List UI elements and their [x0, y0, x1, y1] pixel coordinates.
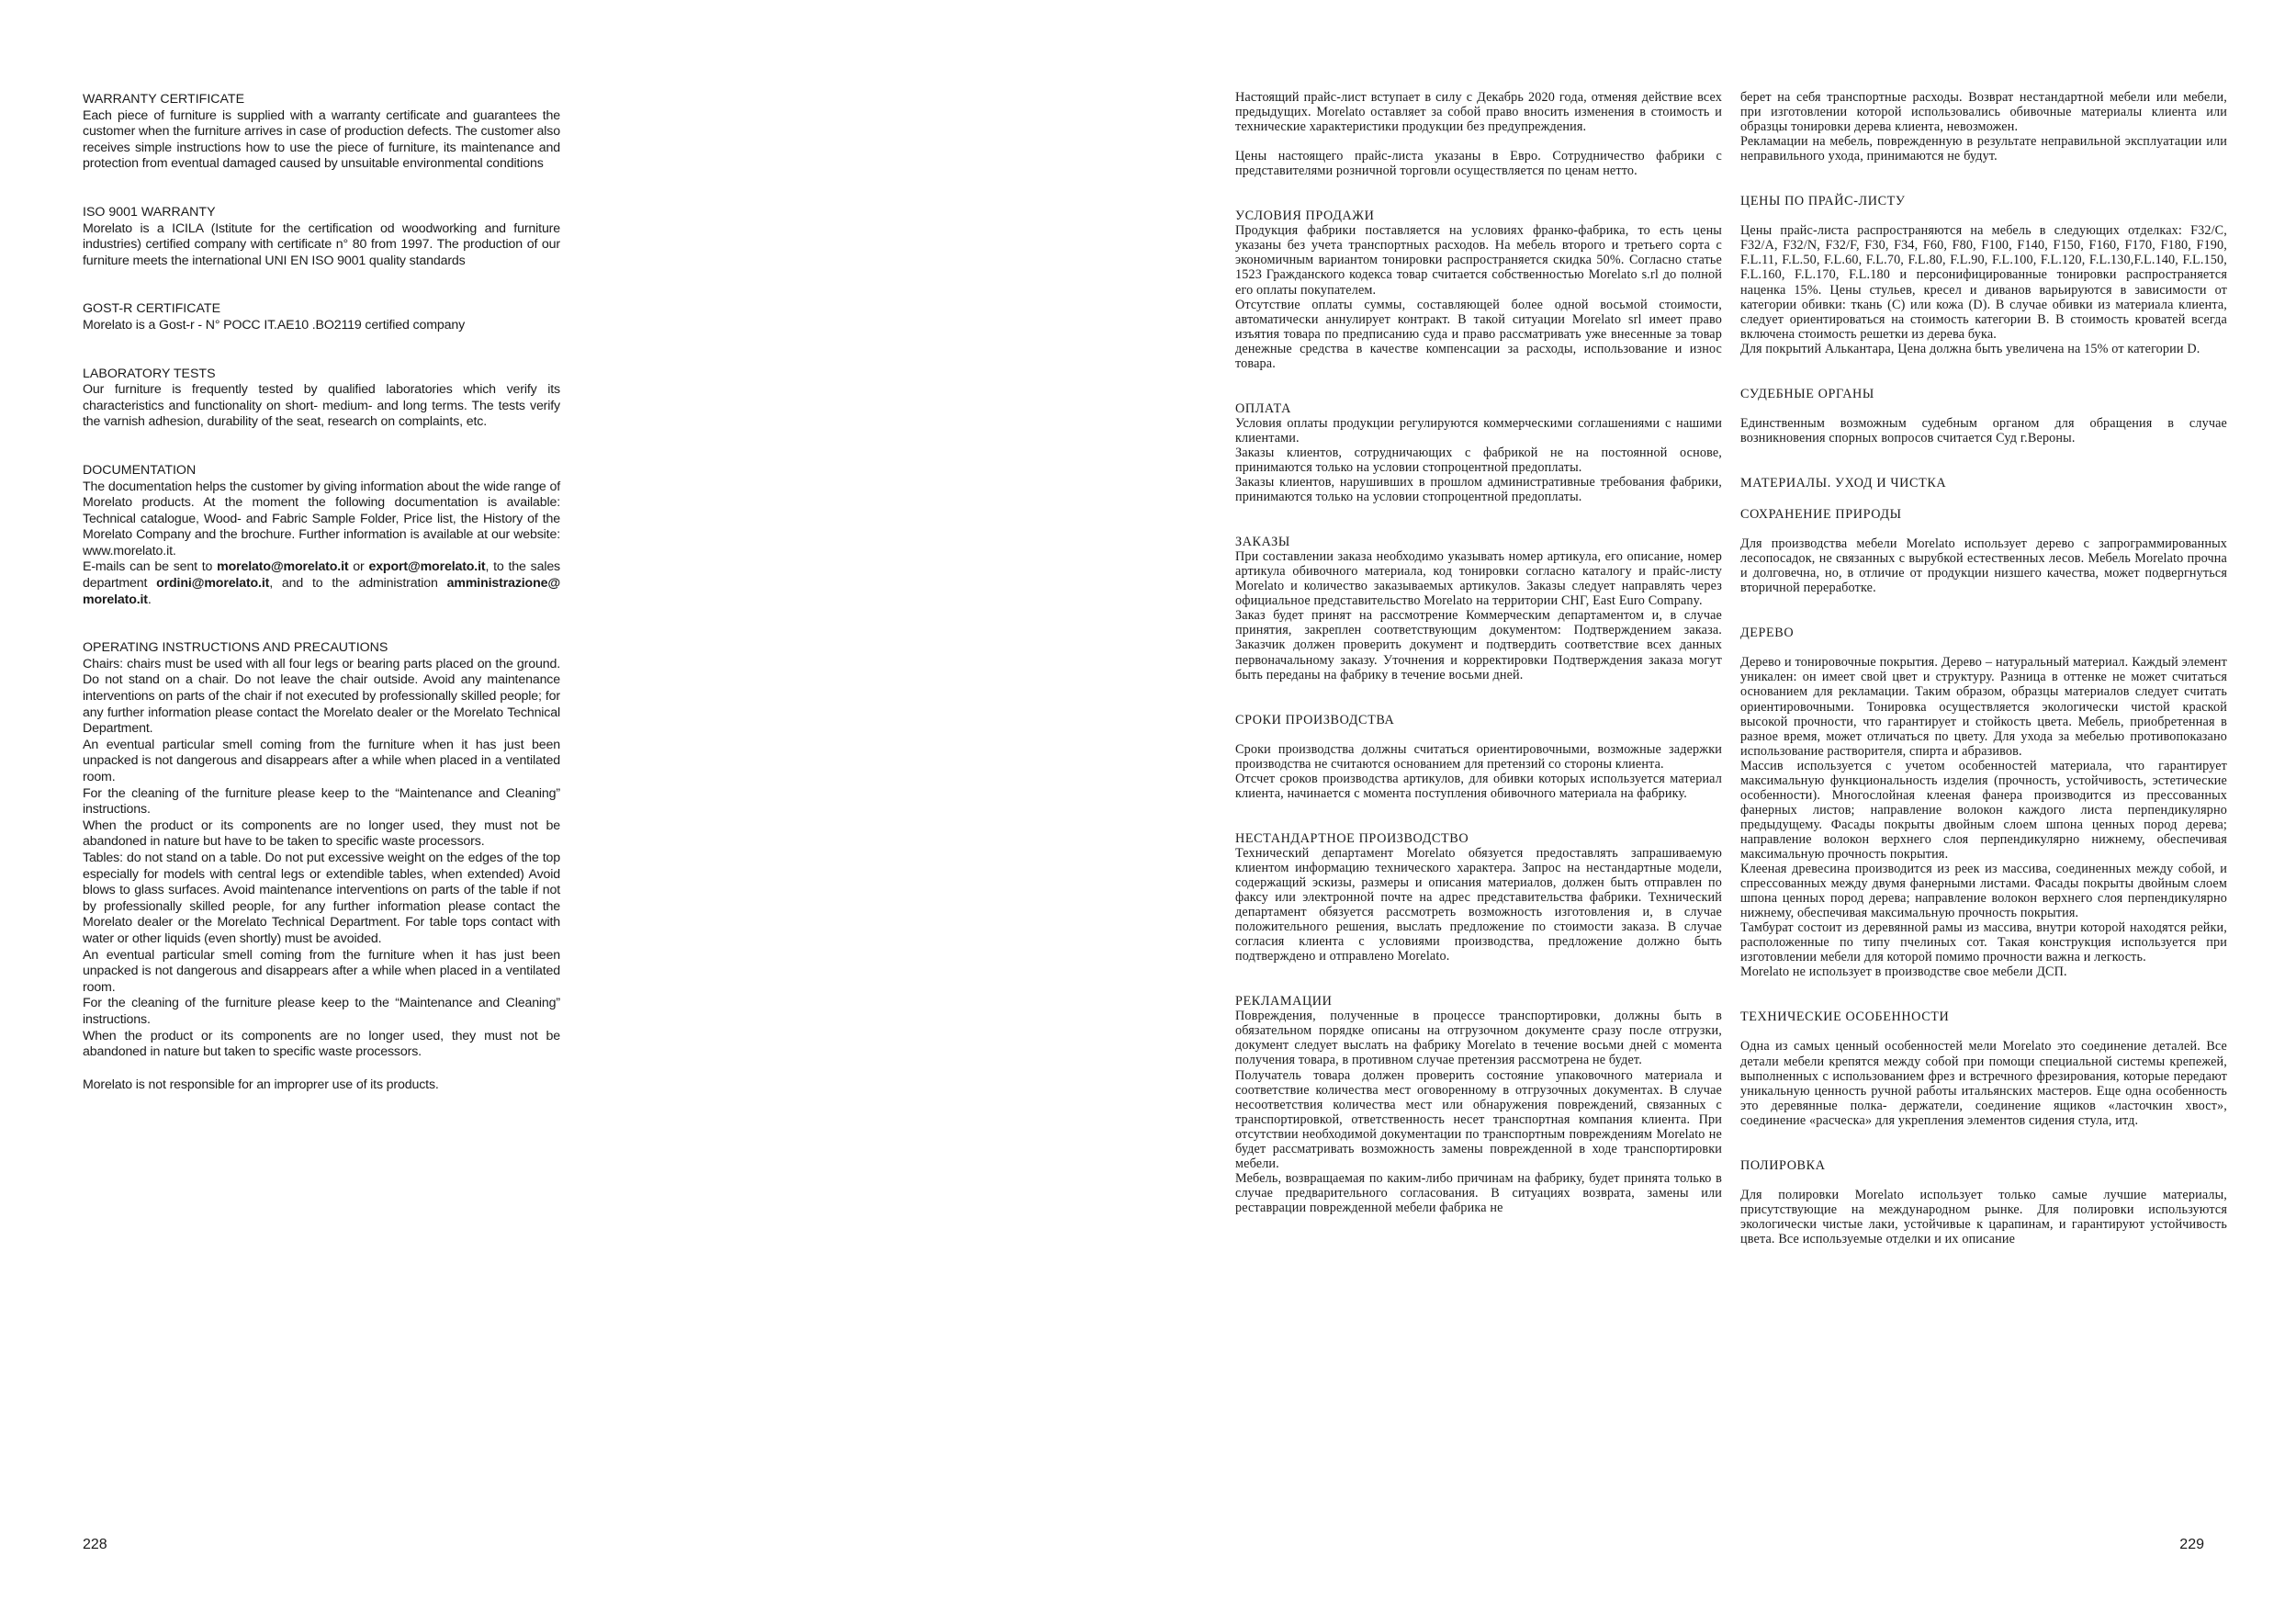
- paragraph-spacer: [1740, 1024, 2227, 1039]
- paragraph: Сроки производства должны считаться ориентировочными, возможные задержки производства не считаются основанием для претензий со стороны клиента.: [1235, 741, 1722, 772]
- paragraph: Мебель, возвращаемая по каким-либо причинам на фабрику, будет принята только в случае предварительного согласования. В ситуациях возврата, замены или реставрации поврежденной мебели фабрика не: [1235, 1170, 1722, 1215]
- paragraph: Tables: do not stand on a table. Do not put excessive weight on the edges of the top especially for models with central legs or extendible tables, when extended) Avoid blows to glass surfaces. Avoid maintenance interventions on parts of the table if not by professionally skilled people, for any further information please contact the Morelato dealer or the Morelato Technical Department. For table tops contact with water or other liquids (even shortly) must be avoided.: [83, 850, 560, 946]
- section-title: ОПЛАТА: [1235, 400, 1291, 416]
- section-title: GOST-R CERTIFICATE: [83, 301, 221, 317]
- paragraph-spacer: [1740, 522, 2227, 536]
- english-text-column: [83, 92, 560, 1093]
- emails-paragraph: [83, 559, 560, 608]
- paragraph-spacer: [1740, 1173, 2227, 1188]
- paragraph-spacer: [1740, 401, 2227, 416]
- paragraph: Morelato is a Gost-r - N° POCC IT.AE10 .BO2119 certified company: [83, 317, 466, 333]
- paragraph: Тамбурат состоит из деревянной рамы из массива, внутри которой находятся рейки, расположенные по типу пчелиных сот. Такая конструкция используется при изготовлении мебели для которой помимо прочности важна и легкость.: [1740, 920, 2227, 965]
- email-link-orders[interactable]: ordini@morelato.it: [156, 576, 270, 592]
- section-title: WARRANTY CERTIFICATE: [83, 92, 245, 107]
- paragraph: Продукция фабрики поставляется на условиях франко-фабрика, то есть цены указаны без учета транспортных расходов. На мебель второго и третьего сорта с экономичным вариантом тонировки распространяется скидка 50%. Согласно статье 1523 Гражданского кодекса товар считается собственностью Morelato s.rl до полной его оплаты покупателем.: [1235, 223, 1722, 298]
- paragraph: When the product or its components are no longer used, they must not be abandoned in nature but have to be taken to specific waste processors.: [83, 818, 560, 850]
- paragraph: Цены настоящего прайс-листа указаны в Евро. Сотрудничество фабрики с представителями розничной торговли осуществляется по ценам нетто.: [1235, 149, 1722, 179]
- paragraph: Заказы клиентов, нарушивших в прошлом административные требования фабрики, принимаются только на условии стопроцентной предоплаты.: [1235, 475, 1722, 505]
- ru-section: [1235, 535, 1722, 682]
- section-title: НЕСТАНДАРТНОЕ ПРОИЗВОДСТВО: [1235, 830, 1469, 846]
- paragraph: Отсутствие оплаты суммы, составляющей более одной восьмой стоимости, автоматически аннулирует контракт. В такой ситуации Morelato srl имеет право изъятия товара по предписанию суда и право рассматривать уже внесенные за товар денежные средства в качестве компенсации за расходы, использование и износ товара.: [1235, 297, 1722, 371]
- paragraph: Our furniture is frequently tested by qualified laboratories which verify its characteristics and functionality on short- medium- and long terms. The tests verify the varnish adhesion, durability of the seat, research on complaints, etc.: [83, 382, 560, 430]
- disclaimer-section: [83, 1077, 560, 1094]
- section-title: УСЛОВИЯ ПРОДАЖИ: [1235, 209, 1375, 224]
- section-title: ПОЛИРОВКА: [1740, 1157, 1826, 1173]
- section-title: СРОКИ ПРОИЗВОДСТВА: [1235, 712, 1395, 727]
- text: .: [147, 592, 152, 607]
- iso-section: [83, 205, 560, 269]
- paragraph-spacer: [1235, 727, 1722, 742]
- paragraph: Заказ будет принят на рассмотрение Коммерческим департаментом и, в случае принятия, закреплен соответствующим документом: Подтверждением заказа. Заказчик должен проверить документ и подтвердить соответствие всех данных первоначальному заказу. Уточнения и корректировки Подтверждения заказа могут быть переданы на фабрику в течение восьми дней.: [1235, 608, 1722, 682]
- paragraph: For the cleaning of the furniture please keep to the “Maintenance and Cleaning” instructions.: [83, 996, 560, 1027]
- ru-section: [1235, 209, 1722, 371]
- paragraph: Условия оплаты продукции регулируются коммерческими соглашениями с нашими клиентами.: [1235, 415, 1722, 445]
- paragraph-spacer: [1740, 640, 2227, 655]
- gost-section: [83, 301, 560, 333]
- paragraph: Дерево и тонировочные покрытия. Дерево – натуральный материал. Каждый элемент уникален: он имеет свой цвет и структуру. Разница в оттенке не может считаться основанием для рекламации. Таким образом, образцы материалов следует считать ориентировочными. Тонировка осуществляется экологически чистой краской высокой прочности, что гарантирует и стойкость цвета. Мебель, приобретенная в разное время, может отличаться по цвету. Для ухода за мебелью противопоказано использование растворителя, спирта и абразивов.: [1740, 655, 2227, 759]
- section-title: ДЕРЕВО: [1740, 626, 1795, 641]
- operating-instructions-section: [83, 640, 560, 1060]
- section-title: ТЕХНИЧЕСКИЕ ОСОБЕННОСТИ: [1740, 1009, 1950, 1025]
- paragraph: берет на себя транспортные расходы. Возврат нестандартной мебели или мебели, при изготовлении которой использовались обивочные материалы клиента или образцы тонировки дерева клиента, невозможен.: [1740, 90, 2227, 135]
- paragraph: При составлении заказа необходимо указывать номер артикула, его описание, номер артикула обивочного материала, код тонировки согласно каталогу и прайс-листу Morelato и количество заказываемых артикулов. Заказы следует направлять через официальное представительство Morelato на территории СНГ, East Euro Company.: [1235, 549, 1722, 609]
- section-title: СОХРАНЕНИЕ ПРИРОДЫ: [1740, 506, 1902, 522]
- ru-section: [1235, 90, 1722, 178]
- text: , to the sales department: [83, 559, 560, 592]
- paragraph: Одна из самых ценный особенностей мели Morelato это соединение деталей. Все детали мебели крепятся между собой при помощи специальной системы крепежей, выполненных с использованием фрез и встречного фрезирования, которые передают уникальную ценность ручной работы итальянских мастеров. Еще одна особенность это деревянные полка- держатели, соединение ящиков «ласточкин хвост», соединение «расческа» для укрепления элементов сидения стула, итд.: [1740, 1039, 2227, 1128]
- page-number: 229: [2179, 1537, 2204, 1552]
- paragraph: Для полировки Morelato использует только самые лучшие материалы, присутствующие на международном рынке. Для полировки используются экологически чистые лаки, устойчивые к царапинам, и гарантируют устойчивость цвета. Все используемые отделки и их описание: [1740, 1187, 2227, 1246]
- paragraph: For the cleaning of the furniture please keep to the “Maintenance and Cleaning” instructions.: [83, 785, 560, 818]
- paragraph: Для производства мебели Morelato использует дерево с запрограммированных лесопосадок, не связанных с вырубкой естественных лесов. Мебель Morelato прочна и долговечна, но, в отличие от продукции низшего качества, может подвергнуться вторичной переработке.: [1740, 536, 2227, 596]
- email-link-general[interactable]: morelato@morelato.it: [217, 559, 349, 575]
- paragraph: Отсчет сроков производства артикулов, для обивки которых используется материал клиента, начинается с момента поступления обивочного материала на фабрику.: [1235, 771, 1722, 801]
- disclaimer-paragraph: Morelato is not responsible for an improprer use of its products.: [83, 1077, 439, 1092]
- paragraph: Morelato не использует в производстве свое мебели ДСП.: [1740, 964, 2067, 980]
- ru-section: [1235, 401, 1722, 504]
- text: or: [348, 559, 369, 575]
- ru-section: [1740, 476, 2227, 491]
- section-title: РЕКЛАМАЦИИ: [1235, 994, 1333, 1009]
- section-title: ЦЕНЫ ПО ПРАЙС-ЛИСТУ: [1740, 194, 1906, 209]
- ru-section: [1740, 194, 2227, 356]
- russian-text-column-1: [1235, 90, 1722, 1246]
- paragraph: Единственным возможным судебным органом для обращения в случае возникновения спорных вопросов считается Суд г.Вероны.: [1740, 415, 2227, 445]
- page-number: 228: [83, 1537, 107, 1552]
- paragraph: Для покрытий Алькантара, Цена должна быть увеличена на 15% от категории D.: [1740, 341, 2200, 356]
- paragraph: An eventual particular smell coming from the furniture when it has just been unpacked is not dangerous and disappears after a while when placed in a ventilated room.: [83, 737, 560, 784]
- text: E-mails can be sent to: [83, 559, 218, 575]
- ru-section: [1740, 90, 2227, 164]
- text: , and to the administration: [269, 576, 447, 592]
- paragraph: Получатель товара должен проверить состояние упаковочного материала и соответствие количества мест оговоренному в отгрузочных документах. В случае несоответствия количества мест или обнаружения повреждений, связанных с транспортировкой, ответственность несет транспортная компания клиента. При отсутствии необходимой документации по транспортным повреждениям Morelato не будет рассматривать возможность замены поврежденной в ходе транспортировки мебели.: [1235, 1067, 1722, 1171]
- section-title: МАТЕРИАЛЫ. УХОД И ЧИСТКА: [1740, 475, 1947, 491]
- paragraph: Цены прайс-листа распространяются на мебель в следующих отделках: F32/C, F32/A, F32/N, F32/F, F30, F34, F60, F80, F100, F140, F150, F160, F170, F180, F190, F.L.11, F.L.50, F.L.60, F.L.70, F.L.80, F.L.90, F.L.100, F.L.120, F.L.130,F.L.140, F.L.150, F.L.160, F.L.170, F.L.180 и персонифицированные тонировки распространяется наценка 15%. Цены стульев, кресел и диванов варьируются в зависимости от категории обивки: ткань (C) или кожа (D). В случае обивки из материала клиента, следует ориентироваться на стоимость категории B. В стоимость кроватей всегда включена стоимость решетки из дерева бука.: [1740, 223, 2227, 342]
- russian-text-column-2: [1740, 90, 2227, 1277]
- section-title: DOCUMENTATION: [83, 462, 197, 478]
- right-page: [1148, 0, 2296, 1624]
- ru-section: [1235, 994, 1722, 1215]
- paragraph: Технический департамент Morelato обязуется предоставлять запрашиваемую клиентом информацию технического характера. Запрос на нестандартные модели, содержащий эскизы, размеры и описания материалов, должен быть отправлен по факсу или электронной почте на адрес представительства фабрики. Технический департамент обязуется рассмотреть возможность изготовления и, в случае положительного решения, выслать предложение по стоимости заказа. В случае согласия клиента с условиями производства, предложение должно быть подтверждено и отправлено Morelato.: [1235, 845, 1722, 964]
- section-title: OPERATING INSTRUCTIONS AND PRECAUTIONS: [83, 640, 388, 656]
- paragraph-spacer: [1740, 209, 2227, 223]
- ru-section: [1740, 1158, 2227, 1246]
- paragraph: Заказы клиентов, сотрудничающих с фабрикой не на постоянной основе, принимаются только на условии стопроцентной предоплаты.: [1235, 445, 1722, 475]
- paragraph: Morelato is a ICILA (Istitute for the certification od woodworking and furniture industries) certified company with certificate n° 80 from 1997. The production of our furniture meets the international UNI EN ISO 9001 quality standards: [83, 220, 560, 268]
- documentation-section: [83, 463, 560, 608]
- paragraph: Each piece of furniture is supplied with a warranty certificate and guarantees the customer when the furniture arrives in case of production defects. The customer also receives simple instructions how to use the piece of furniture, its maintenance and protection from eventual damaged caused by unsuitable environmental conditions: [83, 107, 560, 172]
- paragraph: The documentation helps the customer by giving information about the wide range of Morelato products. At the moment the following documentation is available: Technical catalogue, Wood- and Fabric Sample Folder, Price list, the History of the Morelato Company and the brochure. Further information is available at our website: www.morelato.it.: [83, 479, 560, 558]
- section-title: СУДЕБНЫЕ ОРГАНЫ: [1740, 386, 1874, 401]
- paragraph: Повреждения, полученные в процессе транспортировки, должны быть в обязательном порядке описаны на отгрузочном документе сразу после отгрузки, документ следует выслать на фабрику Morelato в течение восьми дней с момента получения товара, в противном случае претензия рассмотрена не будет.: [1235, 1009, 1722, 1068]
- email-link-export[interactable]: export@morelato.it: [368, 559, 486, 575]
- ru-section: [1740, 626, 2227, 979]
- paragraph: Рекламации на мебель, поврежденную в результате неправильной эксплуатации или неправильного ухода, принимаются не будут.: [1740, 134, 2227, 164]
- ru-section: [1235, 713, 1722, 801]
- ru-section: [1740, 1009, 2227, 1127]
- paragraph: Настоящий прайс-лист вступает в силу с Декабрь 2020 года, отменяя действие всех предыдущих. Morelato оставляет за собой право вносить изменения в стоимость и технические характеристики продукции без предупреждения.: [1235, 90, 1722, 135]
- ru-section: [1740, 387, 2227, 445]
- ru-section: [1740, 507, 2227, 595]
- paragraph: When the product or its components are no longer used, they must not be abandoned in nature but taken to specific waste processors.: [83, 1028, 560, 1060]
- section-title: ISO 9001 WARRANTY: [83, 204, 216, 220]
- paragraph: Клееная древесина производится из реек из массива, соединенных между собой, и спрессованных между двумя фанерными листами. Фасады покрыты двойным слоем шпона ценных пород дерева; направление волокон верхнего слоя перпендикулярно нижнему, обеспечивая максимальную прочность покрытия.: [1740, 862, 2227, 921]
- paragraph: Chairs: chairs must be used with all four legs or bearing parts placed on the ground. Do not stand on a chair. Do not leave the chair outside. Avoid any maintenance interventions on parts of the chair if not executed by professionally skilled people; for any further information please contact the Morelato dealer or the Morelato Technical Department.: [83, 656, 560, 737]
- paragraph-spacer: [1235, 134, 1722, 149]
- paragraph: Массив используется с учетом особенностей материала, что гарантирует максимальную функциональность изделия (прочность, устойчивость, эстетические особенности). Многослойная клееная фанера производится из прессованных фанерных листов; направление волокон каждого листа перпендикулярно предыдущему. Фасады покрыты двойным слоем шпона ценных пород дерева; направление волокон верхнего слоя перпендикулярно нижнему, обеспечивая максимальную прочность покрытия.: [1740, 758, 2227, 862]
- paragraph: An eventual particular smell coming from the furniture when it has just been unpacked is not dangerous and disappears after a while when placed in a ventilated room.: [83, 947, 560, 995]
- email-link-administration[interactable]: amministrazione@ morelato.it: [83, 576, 561, 607]
- section-title: ЗАКАЗЫ: [1235, 535, 1290, 550]
- warranty-section: [83, 92, 560, 173]
- laboratory-section: [83, 367, 560, 431]
- section-title: LABORATORY TESTS: [83, 366, 216, 381]
- ru-section: [1235, 831, 1722, 964]
